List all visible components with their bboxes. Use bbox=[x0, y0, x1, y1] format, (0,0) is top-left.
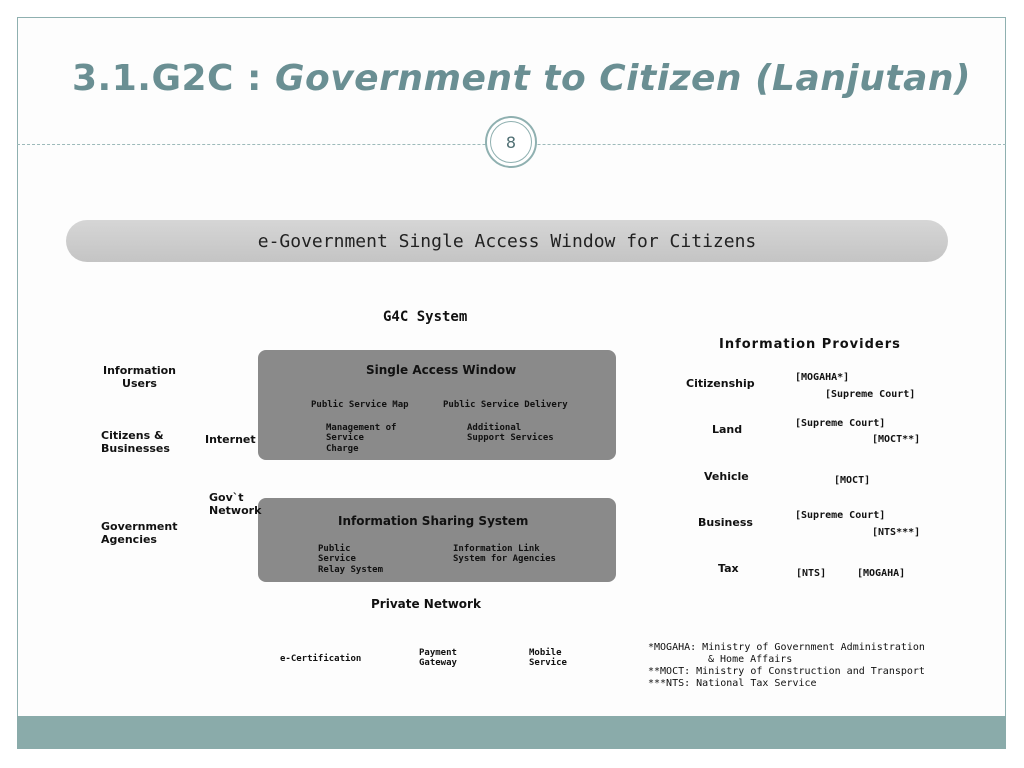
title-code: 3.1.G2C : bbox=[72, 58, 275, 99]
payment-gateway-label: Payment Gateway bbox=[419, 648, 457, 669]
footer-bar bbox=[17, 716, 1006, 749]
info-users-label: Information Users bbox=[103, 364, 176, 390]
provider-label: Tax bbox=[718, 562, 739, 575]
provider-value: [MOGAHA*] bbox=[795, 372, 850, 383]
provider-value: [NTS***] bbox=[872, 527, 921, 538]
provider-value: [MOGAHA] bbox=[857, 568, 906, 579]
provider-value: [Supreme Court] bbox=[795, 418, 886, 429]
citizens-label: Citizens & Businesses bbox=[101, 429, 170, 455]
provider-value: [MOCT**] bbox=[872, 434, 921, 445]
footnote: ***NTS: National Tax Service bbox=[648, 678, 817, 689]
page-number: 8 bbox=[490, 121, 532, 163]
provider-value: [MOCT] bbox=[834, 475, 871, 486]
system-title: G4C System bbox=[383, 309, 468, 325]
provider-label: Vehicle bbox=[704, 470, 749, 483]
provider-label: Citizenship bbox=[686, 377, 755, 390]
info-sharing-title: Information Sharing System bbox=[338, 514, 529, 528]
government-label: Government Agencies bbox=[101, 520, 178, 546]
public-service-delivery: Public Service Delivery bbox=[443, 400, 568, 410]
ecert-label: e-Certification bbox=[280, 654, 362, 664]
public-service-relay: Public Service Relay System bbox=[318, 544, 384, 575]
providers-title: Information Providers bbox=[719, 337, 901, 352]
information-sharing-box bbox=[258, 498, 616, 582]
footnote: **MOCT: Ministry of Construction and Transport bbox=[648, 666, 925, 677]
provider-value: [Supreme Court] bbox=[825, 389, 916, 400]
provider-value: [NTS] bbox=[796, 568, 827, 579]
internet-label: Internet bbox=[205, 433, 256, 446]
private-network-label: Private Network bbox=[371, 597, 481, 611]
slide-title bbox=[72, 58, 971, 99]
footnote: *MOGAHA: Ministry of Government Administration bbox=[648, 642, 925, 653]
public-service-map: Public Service Map bbox=[311, 400, 409, 410]
single-access-title: Single Access Window bbox=[366, 363, 517, 377]
info-link-system: Information Link System for Agencies bbox=[453, 544, 556, 565]
footnote: & Home Affairs bbox=[708, 654, 793, 665]
gov-network-label: Gov`t Network bbox=[209, 491, 262, 517]
provider-label: Business bbox=[698, 516, 753, 529]
management-service-charge: Management of Service Charge bbox=[326, 423, 397, 454]
page-number-badge bbox=[485, 116, 537, 168]
provider-value: [Supreme Court] bbox=[795, 510, 886, 521]
provider-label: Land bbox=[712, 423, 743, 436]
mobile-service-label: Mobile Service bbox=[529, 648, 567, 669]
diagram-banner: e-Government Single Access Window for Citizens bbox=[66, 220, 948, 262]
title-italic: Government to Citizen (Lanjutan) bbox=[274, 58, 971, 99]
additional-support-services: Additional Support Services bbox=[467, 423, 554, 444]
